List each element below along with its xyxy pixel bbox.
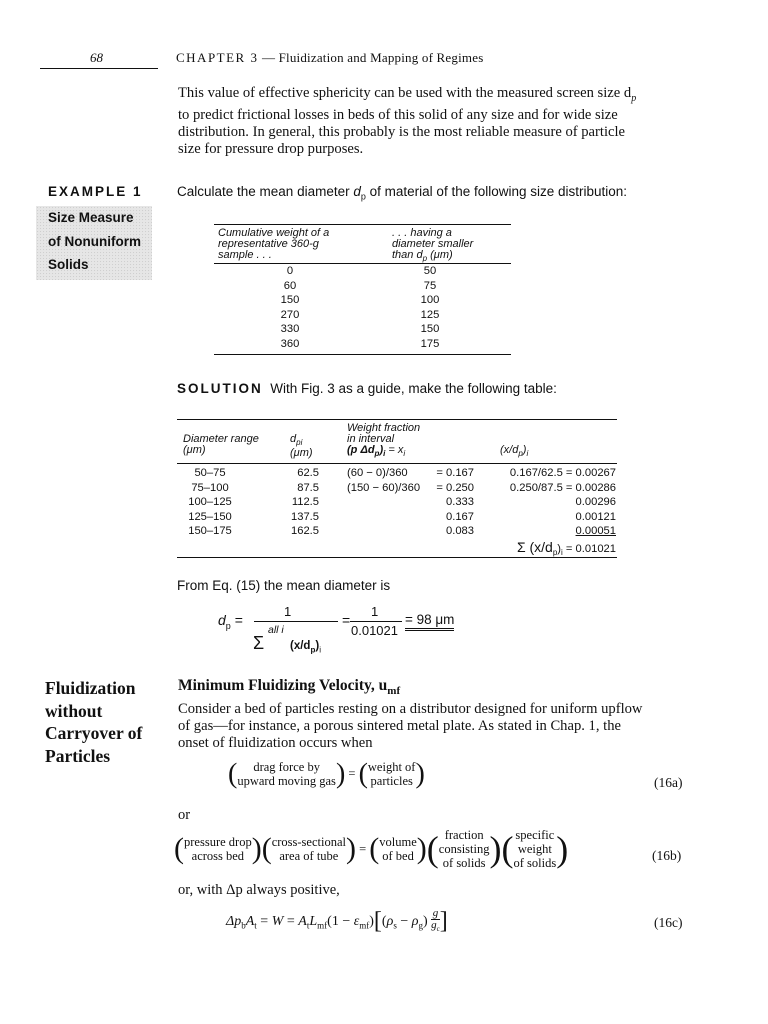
eq16c: $\Delta p_bA_t = W = A_tL_{mf}(1 - \varepsilon_{mf})[(\rho_s - \rho_g)$ $\frac{g}{g_c}$ ]: [226, 907, 448, 935]
table-cell: 330: [280, 323, 300, 336]
table-cell: 360: [280, 337, 300, 350]
eq16c-number: (16c): [654, 915, 683, 930]
mean-eq-result: = 98 μm: [405, 612, 454, 631]
example-title-line-2: of Nonuniform: [48, 234, 141, 249]
table-cell: 62.5: [297, 467, 319, 479]
table-cell: (60 − 0)/360: [347, 467, 408, 479]
table2-col3b: [420, 466, 474, 539]
running-header: [176, 50, 483, 66]
side-heading: Fluidization without Carryover of Particles: [45, 678, 143, 766]
chapter-title: — Fluidization and Mapping of Regimes: [261, 50, 484, 65]
table-cell: 0.00051: [575, 525, 616, 538]
table-cell: 60: [283, 279, 297, 292]
table-cell: 0.250/87.5 = 0.00286: [509, 481, 616, 494]
table2-bottom-rule: [177, 557, 617, 558]
table2-h1: Diameter range (μm): [183, 433, 259, 456]
table-cell: 75: [423, 279, 437, 292]
table-cell: 0.167: [446, 510, 474, 523]
table-cell: 150: [280, 294, 300, 307]
from-eq-text: From Eq. (15) the mean diameter is: [177, 578, 391, 593]
table-cell: 162.5: [291, 525, 319, 538]
table1-col2: [390, 264, 470, 352]
table2-h2: $d_{pi}$ (μm): [290, 433, 313, 460]
intro-line-4: size for pressure drop purposes.: [178, 140, 364, 157]
mean-eq-den2: 0.01021: [351, 623, 398, 638]
intro-paragraph: [178, 85, 684, 158]
table-cell: 0: [286, 265, 294, 277]
table-cell: 0.167/62.5 = 0.00267: [509, 467, 616, 479]
table-cell: = 0.250: [436, 481, 474, 494]
intro-line-1: This value of effective sphericity can be used with the measured screen size $d_p$: [178, 85, 637, 104]
table1-bottom-rule: [214, 354, 511, 355]
table1-top-rule: [214, 224, 511, 225]
mean-eq-sum-top: all i: [268, 624, 284, 636]
table-cell: 50–75: [194, 467, 226, 479]
table1-col1-header: Cumulative weight of a representative 360-g sample . . .: [218, 227, 330, 261]
mean-eq-fraction-bar-1: [254, 621, 338, 622]
table-cell: = 0.167: [436, 467, 474, 479]
table-cell: 100–125: [188, 496, 232, 509]
mean-eq-fraction-bar-2: [350, 621, 402, 622]
intro-line-2: to predict frictional losses in beds of this solid of any size and for wide size: [178, 106, 618, 123]
table2-header-rule: [177, 463, 617, 464]
section-title: Minimum Fluidizing Velocity, $u_{mf}$: [178, 677, 401, 698]
page-number: 68: [90, 50, 103, 65]
table1-col2-header: . . . having a diameter smaller than $d_p$ (μm): [392, 227, 474, 264]
mean-eq-equals: =: [342, 612, 351, 628]
table-cell: 125: [420, 308, 440, 321]
table2-sum: Σ $(x/d_p)_i = 0.01021$: [516, 539, 616, 558]
eq16b: ( pressure drop across bed )( cross-sectional area of tube ) = ( volume of bed )( fraction consisting of solids )( specific weight of solids ): [174, 828, 569, 870]
example-label: EXAMPLE 1: [48, 184, 143, 199]
mean-eq-lhs: $d_p$ =: [218, 612, 243, 631]
table2-col1: [180, 466, 240, 539]
mean-eq-den1: $(x/d_p)_i$: [290, 640, 321, 655]
table-cell: 0.083: [446, 525, 474, 538]
or-with-text: or, with Δp always positive,: [178, 882, 340, 898]
intro-line-3: distribution. In general, this probably is the most reliable measure of particle: [178, 123, 626, 140]
solution-line: [177, 381, 557, 396]
table-cell: (150 − 60)/360: [347, 481, 421, 494]
section-paragraph: Consider a bed of particles resting on a distributor designed for uniform upflow of gas—for instance, a porous sintered metal plate. As stated in Chap. 1, the onset of fluidization occurs when: [178, 701, 643, 751]
table-cell: 50: [423, 265, 437, 277]
sigma-icon: Σ: [253, 633, 265, 653]
or-text: or: [178, 807, 191, 823]
table-cell: 0.00121: [575, 510, 616, 523]
eq16b-number: (16b): [652, 848, 682, 863]
table-cell: 0.00296: [575, 496, 616, 509]
eq16a-number: (16a): [654, 775, 683, 790]
header-rule: [40, 68, 158, 69]
table-cell: 150–175: [188, 525, 232, 538]
table2-h4: $(x/d_p)_i$: [500, 444, 529, 459]
table-cell: 175: [420, 337, 440, 350]
table-cell: 125–150: [188, 510, 232, 523]
solution-label: SOLUTION: [177, 381, 263, 396]
table2-col2: [270, 466, 319, 539]
table-cell: 112.5: [291, 496, 319, 509]
table-cell: 75–100: [191, 481, 229, 494]
table-cell: 150: [420, 323, 440, 336]
chapter-label: CHAPTER 3: [176, 50, 259, 65]
table2-col4: [470, 466, 616, 539]
table-cell: 137.5: [291, 510, 319, 523]
eq16a: ( drag force by upward moving gas ) = ( weight of particles ): [228, 758, 425, 790]
table2-top-rule: [177, 419, 617, 420]
mean-eq-num2: 1: [371, 604, 379, 619]
example-title-line-3: Solids: [48, 257, 89, 272]
solution-text: With Fig. 3 as a guide, make the following table:: [270, 381, 557, 396]
table-cell: 0.333: [446, 496, 474, 509]
example-statement: Calculate the mean diameter $d_p$ of material of the following size distribution:: [177, 184, 628, 202]
table2-h3: Weight fraction in interval (p $\Delta d_p)_i = x_i$: [347, 422, 421, 459]
table1-col1: [250, 264, 330, 352]
table-cell: 87.5: [297, 481, 319, 494]
table-cell: 270: [280, 308, 300, 321]
example-title-line-1: Size Measure: [48, 210, 134, 225]
mean-eq-num1: 1: [284, 604, 292, 619]
table-cell: 100: [420, 294, 440, 307]
